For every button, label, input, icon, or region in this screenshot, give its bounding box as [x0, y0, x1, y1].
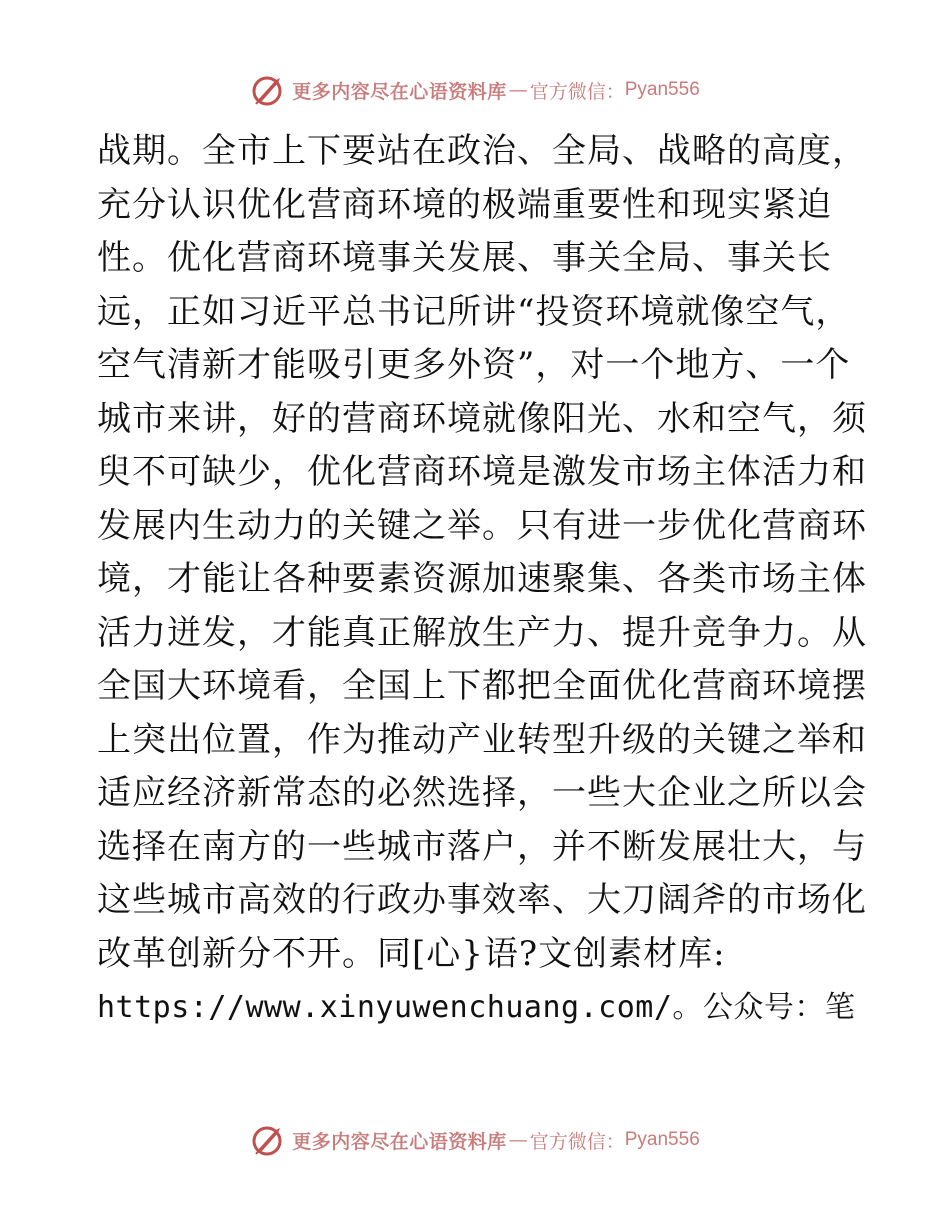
text-line: 城市来讲，好的营商环境就像阳光、水和空气，须	[97, 398, 867, 439]
header-watermark	[0, 70, 950, 110]
watermark-wechat-id: Pyan556	[624, 79, 700, 100]
quill-logo-icon	[250, 72, 286, 108]
url-line: https://www.xinyuwenchuang.com/。公众号：笔	[97, 990, 856, 1025]
text-line: 上突出位置，作为推动产业转型升级的关键之举和	[97, 719, 867, 760]
watermark-separator: —	[508, 1129, 528, 1151]
watermark-main-text: 更多内容尽在心语资料库	[292, 80, 507, 103]
quill-logo-icon	[250, 1122, 286, 1158]
text-line: 发展内生动力的关键之举。只有进一步优化营商环	[97, 505, 867, 546]
document-body	[97, 125, 867, 1035]
text-line: 活力迸发，才能真正解放生产力、提升竞争力。从	[97, 612, 867, 653]
watermark-wechat-id: Pyan556	[624, 1129, 700, 1150]
text-line: 全国大环境看，全国上下都把全面优化营商环境摆	[97, 666, 867, 706]
text-line: 空气清新才能吸引更多外资”，对一个地方、一个	[97, 345, 851, 385]
watermark-main-text: 更多内容尽在心语资料库	[292, 1130, 507, 1153]
text-line: 性。优化营商环境事关发展、事关全局、事关长	[97, 238, 832, 278]
text-line: 选择在南方的一些城市落户，并不断发展壮大，与	[97, 826, 867, 867]
text-line: 远，正如习近平总书记所讲“投资环境就像空气，	[97, 291, 851, 332]
text-line: 改革创新分不开。同[心}语?文创素材库:	[97, 933, 726, 974]
footer-watermark	[0, 1120, 950, 1160]
text-line: 战期。全市上下要站在政治、全局、战略的高度，	[97, 131, 867, 171]
text-line: 臾不可缺少，优化营商环境是激发市场主体活力和	[97, 452, 867, 492]
watermark-separator: —	[508, 79, 528, 101]
text-line: 这些城市高效的行政办事效率、大刀阔斧的市场化	[97, 880, 867, 920]
text-line: 适应经济新常态的必然选择，一些大企业之所以会	[97, 773, 867, 813]
watermark-wechat-label: 官方微信：	[529, 1130, 625, 1153]
text-line: 境，才能让各种要素资源加速聚集、各类市场主体	[97, 559, 867, 599]
watermark-wechat-label: 官方微信：	[529, 80, 625, 103]
text-line: 充分认识优化营商环境的极端重要性和现实紧迫	[97, 184, 832, 225]
